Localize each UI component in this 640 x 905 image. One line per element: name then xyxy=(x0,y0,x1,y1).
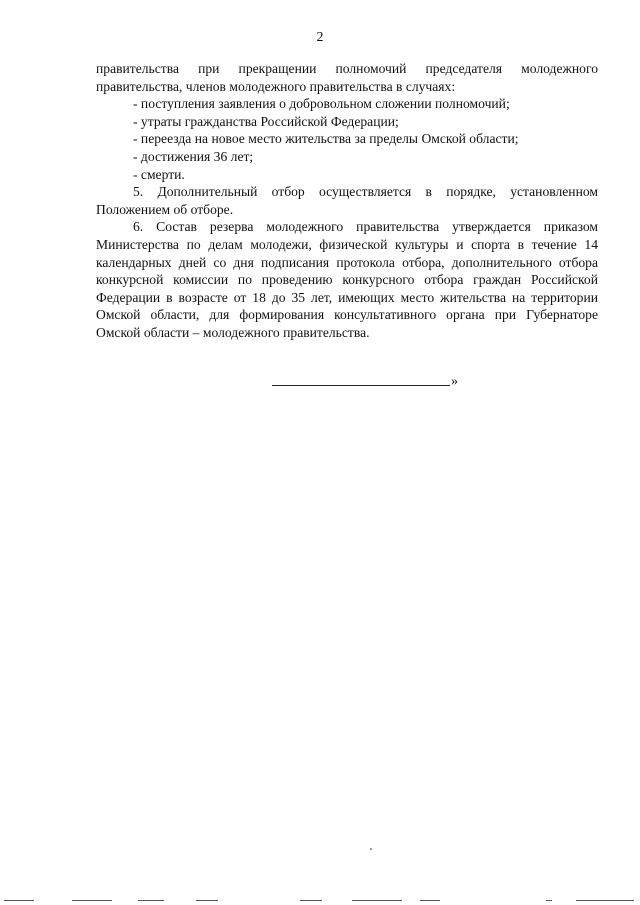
list-item-citizenship-loss: - утраты гражданства Российской Федерации; xyxy=(133,113,399,129)
end-divider-line xyxy=(272,385,450,386)
paragraph-continuation-line-2: правительства, членов молодежного правительства в случаях: xyxy=(96,78,456,94)
list-item-resignation: - поступления заявления о добровольном сложении полномочий; xyxy=(133,96,510,112)
document-body xyxy=(96,60,598,342)
list-item-relocation: - переезда на новое место жительства за пределы Омской области; xyxy=(133,131,519,147)
page-number: 2 xyxy=(316,30,324,45)
list-item-age-limit: - достижения 36 лет; xyxy=(133,148,254,164)
closing-quote: » xyxy=(451,374,458,389)
document-end-mark xyxy=(272,371,458,389)
paragraph-continuation-line-1: правительства при прекращении полномочий председателя молодежного xyxy=(96,61,598,76)
list-item-death: - смерти. xyxy=(133,166,185,182)
scan-speck xyxy=(370,848,372,850)
paragraph-5: 5. Дополнительный отбор осуществляется в порядке, установленном Положением об отборе. xyxy=(96,184,598,217)
paragraph-6: 6. Состав резерва молодежного правительства утверждается приказом Министерства по делам молодежи, физической культуры и спорта в течение 14 календарных дней со дня подписания протокола отбора, дополнительного отбора конкурсной комиссии по проведению конкурсного отбора граждан Российской Федерации в возрасте от 18 до 35 лет, имеющих место жительства на территории Омской области, для формирования консультативного органа при Губернаторе Омской области – молодежного правительства. xyxy=(96,219,598,340)
scan-bottom-edge xyxy=(0,896,640,905)
